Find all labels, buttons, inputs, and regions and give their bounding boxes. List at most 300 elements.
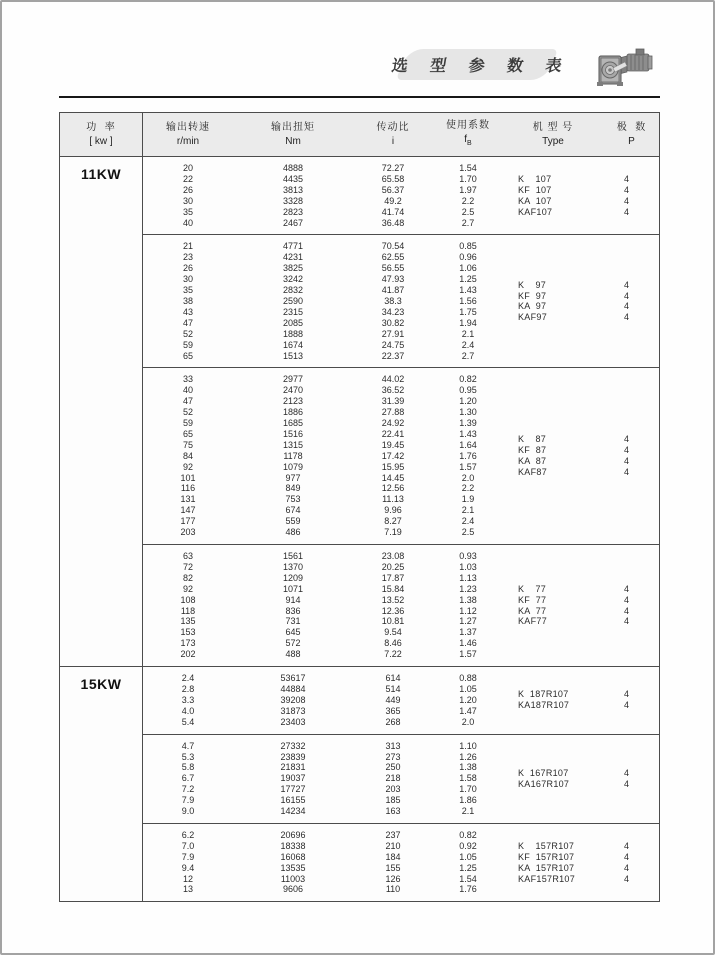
output-torque-value: 914: [285, 594, 301, 605]
model-type-value: K 157R107: [518, 840, 575, 851]
output-speed-value: 23: [182, 252, 193, 263]
torque-column: [233, 374, 353, 538]
output-torque-value: 3813: [282, 184, 304, 195]
pole-count-value: 4: [623, 689, 629, 700]
ratio-value: 13.52: [381, 594, 405, 605]
torque-column: [233, 163, 353, 228]
service-factor-value: 1.26: [459, 751, 477, 762]
model-type-value: KA 77: [518, 605, 547, 616]
output-torque-value: 11003: [280, 873, 306, 884]
ratio-value: 237: [385, 829, 401, 840]
output-torque-value: 13535: [280, 862, 306, 873]
output-torque-value: 1315: [282, 439, 304, 450]
pole-count-value: 4: [623, 616, 629, 627]
pole-count-value: 4: [623, 778, 629, 789]
output-torque-value: 16068: [280, 851, 306, 862]
ratio-column: [353, 241, 433, 361]
service-factor-value: 1.03: [459, 561, 477, 572]
model-type-column: [503, 241, 603, 361]
output-torque-value: 3328: [282, 195, 304, 206]
service-factor-value: 1.27: [459, 616, 477, 627]
ratio-column: [353, 741, 433, 817]
output-torque-value: 2123: [282, 396, 304, 407]
output-torque-value: 731: [285, 616, 301, 627]
model-type-value: KF 87: [518, 445, 547, 456]
speed-column: [143, 673, 233, 728]
header-ratio: 传动比 i: [376, 121, 410, 147]
output-speed-value: 12: [182, 873, 193, 884]
ratio-value: 250: [385, 762, 401, 773]
ratio-value: 56.55: [381, 263, 405, 274]
pole-count-value: 4: [623, 467, 629, 478]
service-factor-value: 0.85: [459, 241, 477, 252]
header-divider-rule: [59, 96, 660, 98]
pole-count-value: 4: [623, 173, 629, 184]
output-torque-value: 1888: [282, 328, 304, 339]
output-torque-value: 18338: [280, 840, 306, 851]
service-factor-value: 1.57: [459, 461, 477, 472]
output-torque-value: 849: [285, 483, 301, 494]
output-torque-value: 20696: [280, 829, 306, 840]
model-type-value: KA 87: [518, 456, 547, 467]
model-type-column: [503, 374, 603, 538]
output-speed-value: 38: [182, 295, 193, 306]
service-factor-value: 1.76: [459, 884, 477, 895]
service-factor-value: 0.93: [459, 551, 477, 561]
torque-column: [233, 673, 353, 728]
output-torque-value: 39208: [280, 694, 306, 705]
output-torque-value: 2823: [282, 206, 304, 217]
output-speed-value: 21: [182, 241, 193, 252]
output-torque-value: 977: [285, 472, 301, 483]
gear-series-block: [143, 544, 660, 666]
table-body: [60, 157, 659, 901]
service-factor-value: 2.1: [461, 505, 475, 516]
output-speed-value: 108: [180, 594, 196, 605]
ratio-value: 12.56: [381, 483, 405, 494]
page-title-pill: [390, 49, 572, 80]
service-factor-value: 1.12: [459, 605, 477, 616]
output-torque-value: 1516: [282, 428, 304, 439]
factor-column: [433, 241, 503, 361]
service-factor-value: 1.06: [459, 263, 477, 274]
gear-series-block: [143, 823, 660, 901]
output-speed-value: 59: [182, 339, 193, 350]
service-factor-value: 0.95: [459, 385, 477, 396]
pole-count-column: [603, 163, 660, 228]
ratio-value: 126: [385, 873, 401, 884]
output-speed-value: 7.9: [181, 851, 195, 862]
ratio-value: 614: [385, 673, 401, 684]
speed-column: [143, 163, 233, 228]
service-factor-value: 1.75: [459, 306, 477, 317]
power-rating-label: 15KW: [80, 676, 122, 693]
ratio-column: [353, 163, 433, 228]
output-speed-value: 20: [182, 163, 193, 173]
ratio-value: 449: [385, 694, 401, 705]
ratio-value: 11.13: [382, 494, 404, 505]
speed-column: [143, 830, 233, 895]
output-speed-value: 9.4: [181, 862, 195, 873]
service-factor-value: 2.1: [461, 806, 475, 817]
service-factor-value: 1.56: [459, 295, 477, 306]
pole-count-value: 4: [623, 195, 629, 206]
header-output-torque: 输出扭矩 Nm: [271, 121, 315, 147]
torque-column: [233, 830, 353, 895]
service-factor-value: 1.94: [459, 317, 477, 328]
power-rating-label: 11KW: [80, 166, 122, 182]
torque-column: [233, 241, 353, 361]
table-header-row: [60, 113, 659, 157]
output-speed-value: 131: [180, 494, 196, 505]
ratio-value: 62.55: [381, 252, 405, 263]
ratio-value: 36.52: [381, 385, 405, 396]
service-factor-value: 1.58: [459, 773, 477, 784]
output-speed-value: 75: [182, 439, 193, 450]
torque-column: [233, 551, 353, 660]
ratio-value: 9.96: [384, 505, 402, 516]
ratio-value: 23.08: [381, 551, 405, 561]
ratio-value: 313: [385, 740, 401, 751]
output-torque-value: 753: [285, 494, 301, 505]
output-speed-value: 2.8: [181, 683, 195, 694]
output-speed-value: 2.4: [181, 673, 195, 684]
ratio-column: [353, 374, 433, 538]
torque-column: [233, 741, 353, 817]
factor-column: [433, 551, 503, 660]
factor-column: [433, 741, 503, 817]
pole-count-value: 4: [623, 279, 629, 290]
model-type-value: KF 97: [518, 290, 547, 301]
pole-count-column: [603, 741, 660, 817]
ratio-value: 22.41: [381, 428, 405, 439]
ratio-value: 12.36: [381, 605, 405, 616]
service-factor-value: 1.70: [459, 784, 477, 795]
output-torque-value: 2470: [282, 385, 304, 396]
service-factor-value: 1.64: [459, 439, 477, 450]
output-torque-value: 3242: [282, 274, 304, 285]
ratio-value: 44.02: [381, 374, 405, 385]
ratio-value: 8.46: [384, 638, 402, 649]
service-factor-value: 2.5: [461, 206, 475, 217]
service-factor-value: 1.13: [459, 572, 477, 583]
ratio-value: 15.95: [381, 461, 405, 472]
output-torque-value: 486: [285, 527, 301, 538]
pole-count-value: 4: [623, 605, 629, 616]
output-torque-value: 2977: [282, 374, 304, 385]
output-speed-value: 52: [182, 328, 193, 339]
model-type-value: KAF157R107: [518, 873, 576, 884]
gear-series-block: [143, 157, 660, 234]
pole-count-value: 4: [623, 434, 629, 445]
output-torque-value: 2832: [282, 285, 304, 296]
service-factor-value: 1.25: [459, 862, 477, 873]
output-torque-value: 2085: [282, 317, 304, 328]
header-power: 功 率 [ kw ]: [60, 113, 143, 156]
pole-count-column: [603, 673, 660, 728]
model-type-value: KAF87: [518, 467, 548, 478]
speed-column: [143, 741, 233, 817]
gear-series-block: [143, 734, 660, 823]
ratio-value: 210: [385, 840, 401, 851]
service-factor-value: 2.4: [461, 516, 475, 527]
pole-count-column: [603, 830, 660, 895]
service-factor-value: 1.37: [459, 627, 477, 638]
pole-count-value: 4: [623, 851, 629, 862]
service-factor-value: 2.2: [461, 483, 475, 494]
output-speed-value: 4.7: [181, 740, 195, 751]
ratio-column: [353, 830, 433, 895]
service-factor-value: 1.05: [459, 851, 477, 862]
output-speed-value: 3.3: [181, 694, 195, 705]
output-torque-value: 16155: [280, 795, 306, 806]
factor-column: [433, 673, 503, 728]
output-torque-value: 674: [285, 505, 301, 516]
output-speed-value: 92: [182, 461, 193, 472]
service-factor-value: 1.38: [459, 594, 477, 605]
output-speed-value: 4.0: [181, 705, 195, 716]
model-type-value: KAF107: [518, 206, 553, 217]
output-torque-value: 23839: [280, 751, 306, 762]
ratio-value: 185: [385, 795, 401, 806]
service-factor-value: 2.0: [461, 716, 475, 727]
factor-column: [433, 374, 503, 538]
service-factor-value: 2.2: [461, 195, 475, 206]
header-model-type: 机 型 号 Type: [532, 121, 574, 147]
ratio-value: 34.23: [381, 306, 405, 317]
output-speed-value: 30: [182, 274, 193, 285]
ratio-value: 17.42: [381, 450, 405, 461]
output-speed-value: 47: [182, 396, 193, 407]
pole-count-value: 4: [623, 700, 629, 711]
ratio-value: 15.84: [381, 583, 405, 594]
ratio-value: 22.37: [381, 350, 405, 361]
service-factor-value: 1.30: [459, 407, 477, 418]
output-speed-value: 7.0: [181, 840, 195, 851]
service-factor-value: 1.57: [459, 649, 477, 660]
model-type-value: KA 157R107: [518, 862, 575, 873]
output-torque-value: 4888: [282, 163, 304, 173]
gear-series-block: [143, 234, 660, 367]
output-speed-value: 30: [182, 195, 193, 206]
output-speed-value: 65: [182, 428, 193, 439]
pole-count-value: 4: [623, 456, 629, 467]
service-factor-value: 1.20: [459, 396, 477, 407]
output-speed-value: 6.2: [181, 829, 195, 840]
service-factor-value: 1.9: [461, 494, 475, 505]
ratio-value: 72.27: [381, 163, 405, 173]
output-torque-value: 2467: [282, 217, 304, 228]
ratio-value: 7.22: [384, 649, 402, 660]
selection-parameter-table: [59, 112, 660, 902]
service-factor-value: 2.4: [461, 339, 475, 350]
output-torque-value: 1561: [282, 551, 304, 561]
ratio-value: 203: [385, 784, 401, 795]
pole-count-value: 4: [623, 445, 629, 456]
output-speed-value: 202: [180, 649, 196, 660]
output-torque-value: 23403: [280, 716, 306, 727]
ratio-value: 268: [385, 716, 401, 727]
output-torque-value: 1513: [282, 350, 304, 361]
power-section-11kw: [60, 157, 659, 666]
ratio-series-blocks: [143, 157, 660, 666]
output-speed-value: 13: [182, 884, 193, 895]
service-factor-value: 1.46: [459, 638, 477, 649]
service-factor-value: 2.0: [461, 472, 475, 483]
output-speed-value: 7.9: [181, 795, 195, 806]
power-section-15kw: [60, 666, 659, 901]
service-factor-value: 1.76: [459, 450, 477, 461]
pole-count-value: 4: [623, 184, 629, 195]
output-torque-value: 53617: [280, 673, 306, 684]
ratio-value: 273: [385, 751, 401, 762]
gear-series-block: [143, 667, 660, 734]
model-type-value: KAF77: [518, 616, 548, 627]
pole-count-value: 4: [623, 206, 629, 217]
output-speed-value: 5.4: [181, 716, 195, 727]
output-speed-value: 43: [182, 306, 193, 317]
output-torque-value: 3825: [282, 263, 304, 274]
service-factor-value: 0.82: [459, 374, 477, 385]
output-speed-value: 59: [182, 418, 193, 429]
service-factor-value: 2.5: [461, 527, 475, 538]
gear-series-block: [143, 367, 660, 544]
output-speed-value: 118: [180, 605, 196, 616]
ratio-value: 38.3: [384, 295, 402, 306]
output-speed-value: 65: [182, 350, 193, 361]
header-service-factor: 使用系数 $f_B$: [446, 119, 490, 147]
power-column: [60, 157, 143, 666]
ratio-value: 31.39: [381, 396, 405, 407]
model-type-value: K 187R107: [518, 689, 569, 700]
ratio-value: 17.87: [381, 572, 405, 583]
ratio-value: 47.93: [381, 274, 405, 285]
ratio-value: 70.54: [381, 241, 405, 252]
output-torque-value: 2590: [282, 295, 304, 306]
service-factor-value: 1.39: [459, 418, 477, 429]
output-torque-value: 1209: [282, 572, 304, 583]
output-speed-value: 63: [182, 551, 193, 561]
service-factor-value: 0.82: [459, 829, 477, 840]
page-title: 选 型 参 数 表: [390, 58, 572, 75]
ratio-value: 8.27: [384, 516, 402, 527]
output-torque-value: 1370: [282, 561, 304, 572]
service-factor-value: 0.96: [459, 252, 477, 263]
ratio-value: 218: [385, 773, 401, 784]
output-speed-value: 82: [182, 572, 193, 583]
ratio-value: 184: [385, 851, 401, 862]
pole-count-value: 4: [623, 840, 629, 851]
output-speed-value: 40: [182, 385, 193, 396]
ratio-value: 24.92: [381, 418, 405, 429]
output-torque-value: 4435: [282, 173, 304, 184]
ratio-value: 9.54: [384, 627, 402, 638]
power-column: [60, 667, 143, 901]
output-torque-value: 1079: [282, 461, 304, 472]
pole-count-value: 4: [623, 767, 629, 778]
output-speed-value: 26: [182, 184, 193, 195]
ratio-value: 49.2: [384, 195, 402, 206]
output-torque-value: 1178: [283, 450, 303, 461]
service-factor-value: 1.05: [459, 683, 477, 694]
output-torque-value: 836: [285, 605, 301, 616]
pole-count-column: [603, 241, 660, 361]
output-speed-value: 47: [182, 317, 193, 328]
model-type-value: K 167R107: [518, 767, 569, 778]
ratio-value: 514: [385, 683, 401, 694]
model-type-value: K 107: [518, 173, 552, 184]
output-torque-value: 645: [285, 627, 301, 638]
output-speed-value: 40: [182, 217, 193, 228]
model-type-value: KA167R107: [518, 778, 570, 789]
output-speed-value: 101: [180, 472, 196, 483]
output-torque-value: 559: [285, 516, 301, 527]
ratio-value: 163: [385, 806, 401, 817]
output-torque-value: 9606: [282, 884, 304, 895]
pole-count-value: 4: [623, 290, 629, 301]
ratio-value: 41.74: [381, 206, 405, 217]
output-torque-value: 1674: [282, 339, 304, 350]
ratio-value: 27.88: [381, 407, 405, 418]
service-factor-value: 1.10: [459, 740, 477, 751]
header-poles: 极 数 P: [616, 121, 647, 147]
pole-count-value: 4: [623, 312, 629, 323]
model-type-value: KAF97: [518, 312, 548, 323]
service-factor-value: 0.88: [459, 673, 477, 684]
output-speed-value: 35: [182, 206, 193, 217]
ratio-column: [353, 551, 433, 660]
service-factor-value: 1.86: [459, 795, 477, 806]
model-type-value: KA 97: [518, 301, 547, 312]
output-torque-value: 4231: [282, 252, 304, 263]
output-speed-value: 84: [182, 450, 193, 461]
output-speed-value: 72: [182, 561, 193, 572]
model-type-value: K 97: [518, 279, 547, 290]
service-factor-value: 1.43: [459, 285, 477, 296]
model-type-value: KF 157R107: [518, 851, 575, 862]
output-speed-value: 5.3: [181, 751, 195, 762]
factor-column: [433, 830, 503, 895]
ratio-column: [353, 673, 433, 728]
ratio-value: 10.81: [381, 616, 405, 627]
ratio-value: 7.19: [384, 527, 402, 538]
output-speed-value: 9.0: [181, 806, 195, 817]
service-factor-value: 1.47: [459, 705, 477, 716]
output-torque-value: 1685: [282, 418, 304, 429]
ratio-value: 24.75: [381, 339, 405, 350]
output-speed-value: 116: [180, 483, 196, 494]
model-type-value: K 77: [518, 583, 547, 594]
output-torque-value: 14234: [280, 806, 306, 817]
output-torque-value: 1886: [282, 407, 304, 418]
output-torque-value: 44884: [280, 683, 306, 694]
output-speed-value: 35: [182, 285, 193, 296]
output-torque-value: 19037: [280, 773, 306, 784]
output-torque-value: 4771: [282, 241, 304, 252]
service-factor-value: 1.25: [459, 274, 477, 285]
ratio-value: 14.45: [381, 472, 405, 483]
pole-count-value: 4: [623, 873, 629, 884]
service-factor-value: 1.97: [459, 184, 477, 195]
model-type-column: [503, 551, 603, 660]
model-type-column: [503, 830, 603, 895]
pole-count-value: 4: [623, 301, 629, 312]
pole-count-value: 4: [623, 862, 629, 873]
pole-count-column: [603, 551, 660, 660]
output-speed-value: 26: [182, 263, 193, 274]
model-type-column: [503, 741, 603, 817]
service-factor-value: 0.92: [459, 840, 477, 851]
